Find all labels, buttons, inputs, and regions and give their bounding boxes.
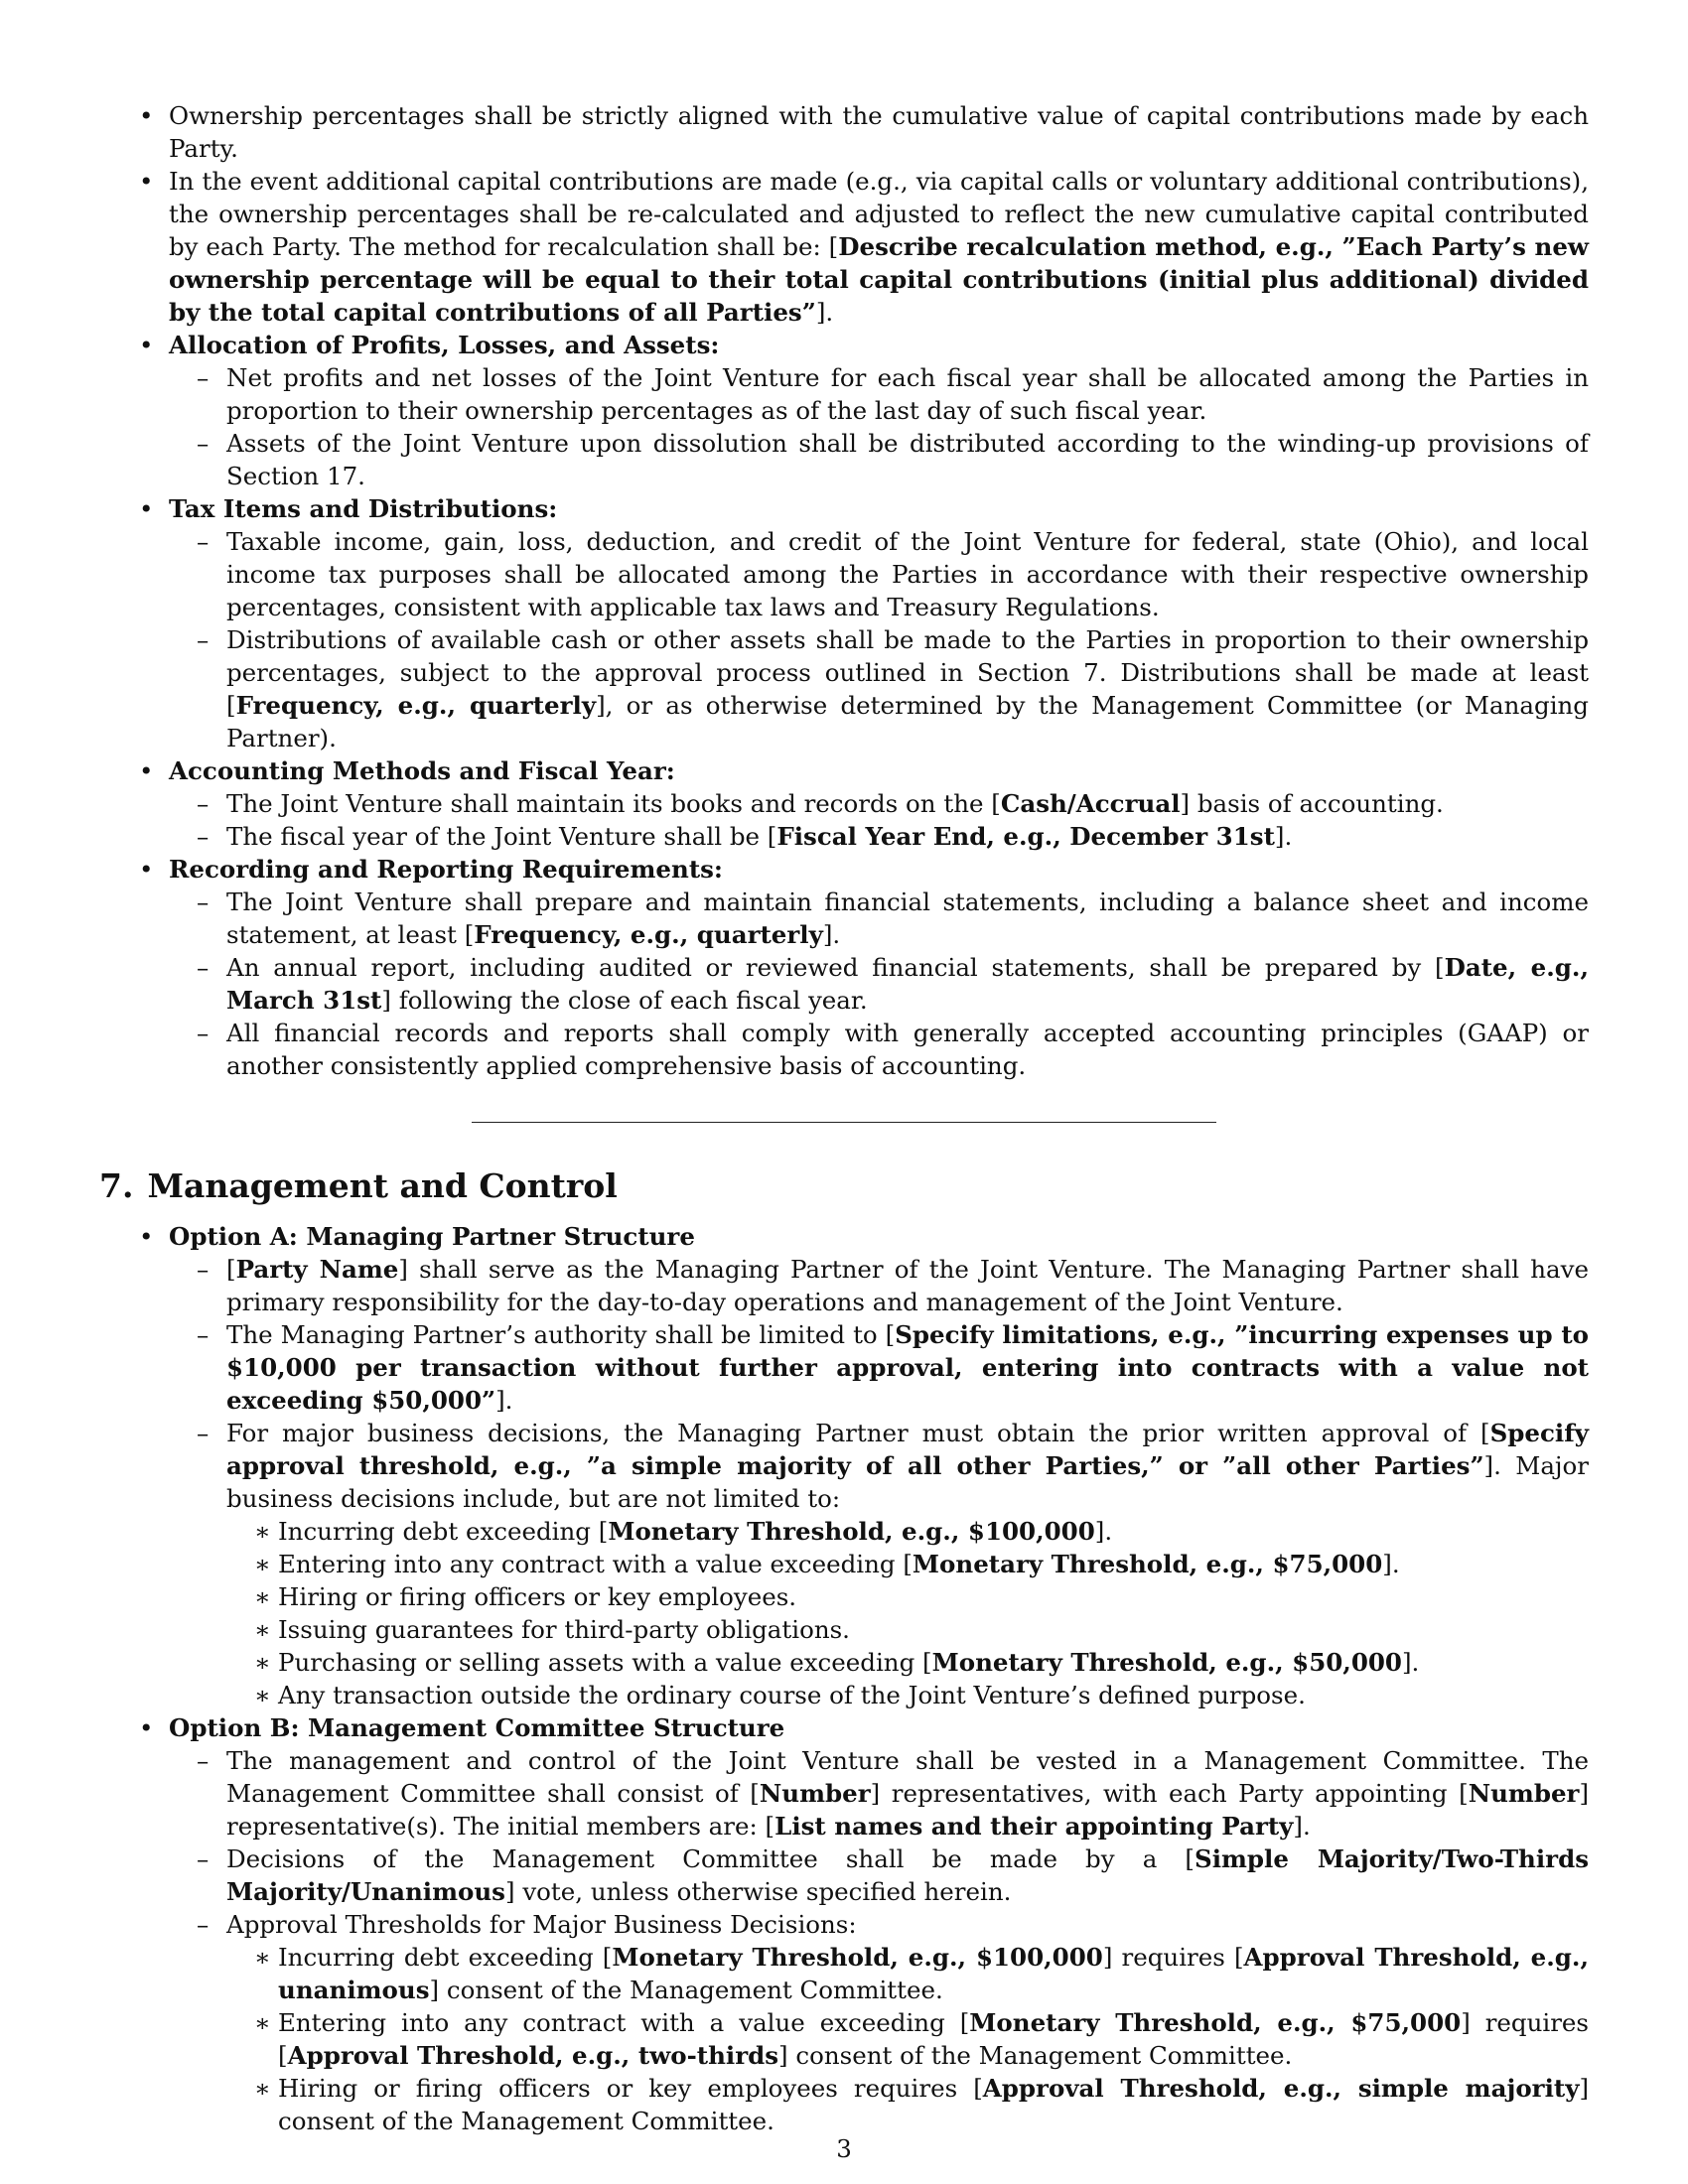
list-item-text: Entering into any contract with a value exceeding [ [278, 1550, 913, 1578]
list-item-text: Hiring or firing officers or key employees. [278, 1582, 797, 1611]
sub-list-item [169, 820, 1589, 853]
list-item-text: Incurring debt exceeding [ [278, 1517, 609, 1546]
sub-list-item [169, 886, 1589, 951]
section-heading [99, 1166, 1589, 1206]
sub-list-item [169, 1318, 1589, 1417]
sub-list [169, 787, 1589, 853]
sub-list-item [169, 1908, 1589, 2137]
list-item-text: ] shall serve as the Managing Partner of the Joint Venture. The Managing Partner shall have primary responsibility for the day-to-day operations and management of the Joint Venture. [226, 1255, 1589, 1316]
list-item-text: Incurring debt exceeding [ [278, 1943, 613, 1972]
list-item-text: The fiscal year of the Joint Venture shall be [ [226, 822, 777, 851]
list-item-text: ]. [1401, 1648, 1420, 1677]
sub-list [169, 1744, 1589, 2137]
list-item-text: Entering into any contract with a value exceeding [ [278, 2008, 970, 2037]
document-page [99, 99, 1589, 2137]
sub-list-item [169, 1253, 1589, 1318]
list-item [99, 754, 1589, 853]
list-item-text: [ [226, 1255, 236, 1284]
sub-list [169, 361, 1589, 492]
list-item-text: ]. [1274, 822, 1293, 851]
option-heading: Option B: Management Committee Structure [169, 1713, 785, 1742]
placeholder-text: Monetary Threshold, e.g., $100,000 [612, 1943, 1103, 1972]
list-item-text: All financial records and reports shall comply with generally accepted accounting principles (GAAP) or another consistently applied comprehensive basis of accounting. [226, 1019, 1589, 1080]
sub-list-item [169, 787, 1589, 820]
sub-sub-list-item [226, 2072, 1589, 2137]
list-item [99, 99, 1589, 165]
placeholder-text: Approval Threshold, e.g., two-thirds [287, 2041, 779, 2070]
list-item [99, 165, 1589, 329]
list-item [99, 1220, 1589, 1711]
placeholder-text: Frequency, e.g., quarterly [474, 920, 823, 949]
placeholder-text: Cash/Accrual [1000, 789, 1181, 818]
sub-sub-list [226, 1515, 1589, 1711]
placeholder-text: Party Name [235, 1255, 399, 1284]
section-title: Management and Control [147, 1166, 618, 1205]
sub-list-item [169, 427, 1589, 492]
placeholder-text: Frequency, e.g., quarterly [235, 691, 597, 720]
placeholder-text: Fiscal Year End, e.g., December 31st [776, 822, 1275, 851]
sub-list-item [169, 525, 1589, 623]
list-item-text: In the event additional capital contributions are made (e.g., via capital calls or voluntary additional contributions), the ownership percentages shall be re-calculated and adjusted to reflect the new cumulative capital contributed by each Party. The method for recalculation shall be: [ [169, 167, 1589, 261]
list-item [99, 492, 1589, 754]
list-item-text: ]. [1094, 1517, 1113, 1546]
list-item-text: Ownership percentages shall be strictly aligned with the cumulative value of capital contributions made by each Party. [169, 101, 1589, 163]
sub-sub-list-item [226, 1613, 1589, 1646]
list-item-text: Net profits and net losses of the Joint Venture for each fiscal year shall be allocated among the Parties in proportion to their ownership percentages as of the last day of such fiscal year. [226, 363, 1589, 425]
sub-list-item [169, 361, 1589, 427]
list-item-text: The management and control of the Joint Venture shall be vested in a Management Committee. The Management Committee shall consist of [ [226, 1746, 1589, 1808]
sub-list-item [169, 1417, 1589, 1711]
list-item [99, 329, 1589, 492]
page-number: 3 [836, 2134, 852, 2163]
list-item [99, 853, 1589, 1082]
placeholder-text: Describe recalculation method, e.g., ”Each Party’s new ownership percentage will be equal to their total capital contributions (initial plus additional) divided by the total capital contributions of all Parties” [169, 232, 1589, 327]
placeholder-text: Approval Threshold, e.g., unanimous [278, 1943, 1589, 2004]
list-item-text: Hiring or firing officers or key employees requires [ [278, 2074, 983, 2103]
section-divider [472, 1122, 1216, 1123]
list-item-text: ] consent of the Management Committee. [278, 2074, 1589, 2135]
sub-sub-list-item [226, 1515, 1589, 1548]
list-item-text: ] following the close of each fiscal year. [381, 986, 868, 1015]
sub-sub-list-item [226, 1548, 1589, 1580]
list-item-text: For major business decisions, the Managing Partner must obtain the prior written approval of [ [226, 1419, 1490, 1447]
placeholder-text: Approval Threshold, e.g., simple majority [982, 2074, 1580, 2103]
placeholder-text: Date, e.g., March 31st [226, 953, 1589, 1015]
item-heading: Allocation of Profits, Losses, and Assets: [169, 331, 720, 359]
list-item-text: ]. [815, 298, 834, 327]
list-item-text: Purchasing or selling assets with a value exceeding [ [278, 1648, 932, 1677]
list-item-text: ]. [1293, 1812, 1311, 1841]
list-item-text: The Managing Partner’s authority shall be limited to [ [226, 1320, 896, 1349]
list-item-text: Assets of the Joint Venture upon dissolution shall be distributed according to the winding-up provisions of Section 17. [226, 429, 1589, 490]
sub-list-item [169, 623, 1589, 754]
list-item-text: ]. [1382, 1550, 1400, 1578]
list-item-text: ] representative(s). The initial members are: [ [226, 1779, 1590, 1841]
sub-list-item [169, 1017, 1589, 1082]
list-item-text: ]. [822, 920, 841, 949]
sub-list [169, 886, 1589, 1082]
list-item-text: Issuing guarantees for third-party obligations. [278, 1615, 850, 1644]
list-item-text: ] representatives, with each Party appointing [ [870, 1779, 1469, 1808]
list-item-text: ]. [495, 1386, 513, 1415]
list-item-text: ]. Major business decisions include, but are not limited to: [226, 1451, 1589, 1513]
list-item [99, 1711, 1589, 2137]
list-item-text: Decisions of the Management Committee shall be made by a [ [226, 1844, 1195, 1873]
list-item-text: ] basis of accounting. [1180, 789, 1444, 818]
placeholder-text: List names and their appointing Party [774, 1812, 1294, 1841]
list-item-text: ] requires [ [278, 2008, 1589, 2070]
financial-terms-list [99, 99, 1589, 1082]
item-heading: Recording and Reporting Requirements: [169, 855, 723, 884]
list-item-text: The Joint Venture shall maintain its books and records on the [ [226, 789, 1001, 818]
item-heading: Accounting Methods and Fiscal Year: [169, 756, 675, 785]
sub-sub-list-item [226, 1679, 1589, 1711]
list-item-text: ] consent of the Management Committee. [778, 2041, 1293, 2070]
sub-sub-list-item [226, 1941, 1589, 2006]
list-item-text: Any transaction outside the ordinary course of the Joint Venture’s defined purpose. [278, 1681, 1306, 1709]
placeholder-text: Number [1468, 1779, 1580, 1808]
placeholder-text: Number [759, 1779, 871, 1808]
list-item-text: The Joint Venture shall prepare and maintain financial statements, including a balance sheet and income statement, at least [ [226, 887, 1589, 949]
item-heading: Tax Items and Distributions: [169, 494, 558, 523]
sub-sub-list-item [226, 2006, 1589, 2072]
list-item-text: Taxable income, gain, loss, deduction, and credit of the Joint Venture for federal, state (Ohio), and local income tax purposes shall be allocated among the Parties in accordance with their respective ownership percentages, consistent with applicable tax laws and Treasury Regulations. [226, 527, 1589, 621]
management-options-list [99, 1220, 1589, 2137]
placeholder-text: Monetary Threshold, e.g., $100,000 [608, 1517, 1095, 1546]
option-heading: Option A: Managing Partner Structure [169, 1222, 695, 1251]
section-number: 7. [99, 1166, 134, 1205]
sub-sub-list-item [226, 1580, 1589, 1613]
list-item-text: ] vote, unless otherwise specified herein. [504, 1877, 1012, 1906]
placeholder-text: Monetary Threshold, e.g., $75,000 [912, 1550, 1383, 1578]
sub-list-item [169, 1744, 1589, 1843]
list-item-text: ] requires [ [1102, 1943, 1244, 1972]
placeholder-text: Specify approval threshold, e.g., ”a simple majority of all other Parties,” or ”all other Parties” [226, 1419, 1589, 1480]
sub-sub-list-item [226, 1646, 1589, 1679]
placeholder-text: Monetary Threshold, e.g., $50,000 [931, 1648, 1402, 1677]
list-item-text: Distributions of available cash or other assets shall be made to the Parties in proportion to their ownership percentages, subject to the approval process outlined in Section 7. Distributions shall be made at least [ [226, 625, 1589, 720]
sub-list-item [169, 951, 1589, 1017]
list-item-text: ], or as otherwise determined by the Management Committee (or Managing Partner). [226, 691, 1589, 752]
sub-list [169, 525, 1589, 754]
list-item-text: ] consent of the Management Committee. [429, 1976, 943, 2004]
list-item-text: Approval Thresholds for Major Business Decisions: [226, 1910, 857, 1939]
sub-list-item [169, 1843, 1589, 1908]
placeholder-text: Specify limitations, e.g., ”incurring expenses up to $10,000 per transaction without further approval, entering into contracts with a value not exceeding $50,000” [226, 1320, 1589, 1415]
placeholder-text: Monetary Threshold, e.g., $75,000 [969, 2008, 1462, 2037]
placeholder-text: Simple Majority/Two-Thirds Majority/Unanimous [226, 1844, 1589, 1906]
sub-list [169, 1253, 1589, 1711]
list-item-text: An annual report, including audited or reviewed financial statements, shall be prepared by [ [226, 953, 1445, 982]
sub-sub-list [226, 1941, 1589, 2137]
